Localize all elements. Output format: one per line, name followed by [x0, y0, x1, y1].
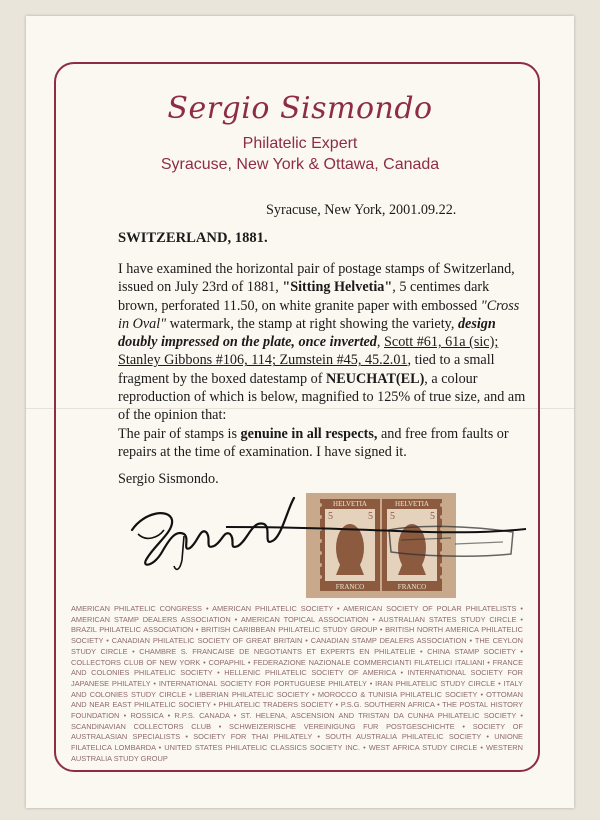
certificate	[26, 16, 574, 808]
signer-name: Sergio Sismondo.	[118, 471, 219, 487]
stamp-value: 5	[368, 511, 373, 522]
certificate-heading: SWITZERLAND, 1881.	[118, 230, 268, 246]
stamp-label-bottom: FRANCO	[335, 583, 365, 591]
genuine-verdict: genuine in all respects,	[240, 426, 378, 442]
stamp-name: "Sitting Helvetia"	[282, 279, 393, 296]
signature-stroke	[226, 521, 526, 541]
society-memberships: AMERICAN PHILATELIC CONGRESS • AMERICAN PHILATELIC SOCIETY • AMERICAN SOCIETY OF POLAR PHILATELISTS • AMERICAN STAMP DEALERS ASSOCIATION • AMERICAN TOPICAL ASSOCIATION • AUSTRALIAN STATES STUDY CIRCLE • BRAZIL PHILATELIC ASSOCIATION • BRITISH CARIBBEAN PHILATELIC STUDY GROUP • BRITISH NORTH AMERICA PHILATELIC SOCIETY • CANADIAN PHILATELIC SOCIETY OF GREAT BRITAIN • CANADIAN STAMP DEALERS ASSOCIATION • THE CEYLON STUDY CIRCLE • CHAMBRE S. FRANCAISE DE NEGOTIANTS ET EXPERTS EN PHILATELIE • CHINA STAMP SOCIETY • COLLECTORS CLUB OF NEW YORK • COPAPHIL • FEDERAZIONE NAZIONALE COMMERCIANTI FILATELICI ITALIANI • FRANCE AND COLONIES PHILATELIC SOCIETY • HELLENIC PHILATELIC SOCIETY OF AMERICA • INTERNATIONAL SOCIETY FOR JAPANESE PHILATELY • INTERNATIONAL SOCIETY FOR PORTUGUESE PHILATELY • IRAN PHILATELIC STUDY CIRCLE • ITALY AND COLONIES STUDY CIRCLE • LIBERIAN PHILATELIC SOCIETY • MOROCCO & TUNISIA PHILATELIC SOCIETY • OTTOMAN AND NEAR EAST PHILATELIC SOCIETY • PHILATELIC TRADERS SOCIETY • P.S.G. SOUTHERN AFRICA • THE POSTAL HISTORY FOUNDATION • ROSSICA • R.P.S. CANADA • ST. HELENA, ASCENSION AND TRISTAN DA CUNHA PHILATELIC SOCIETY • SCANDINAVIAN COLLECTORS CLUB • SCHWEIZERISCHE VEREINIGUNG FUR POSTGESCHICHTE • SOCIETY OF AUSTRALASIAN SPECIALISTS • SOCIETY FOR THAI PHILATELY • SOUTH AUSTRALIA PHILATELIC SOCIETY • UNIONE FILATELICA LOMBARDA • UNITED STATES PHILATELIC CLASSICS SOCIETY INC. • WEST AFRICA STUDY CIRCLE • WESTERN AUSTRALIA STUDY GROUP	[71, 604, 523, 763]
body-text: , a colour reproduction of which is below, magnified to 125% of true size, and am of the opinion that:	[118, 370, 526, 424]
watermark-name: "Cross in Oval"	[118, 297, 520, 332]
expert-name: Sergio Sismondo	[167, 91, 433, 126]
opinion-statement	[118, 425, 528, 462]
opinion-text: and free from faults or repairs at the time of examination. I have signed it.	[118, 426, 509, 461]
expert-address: Syracuse, New York & Ottawa, Canada	[160, 156, 440, 173]
stamp-value: 5	[328, 511, 333, 522]
stamp-label-top: HELVETIA	[395, 500, 429, 508]
variety-description: design doubly impressed on the plate, once inverted	[118, 315, 496, 351]
dateline: Syracuse, New York, 2001.09.22.	[266, 202, 457, 218]
body-text: watermark, the stamp at right showing the variety,	[166, 315, 458, 332]
body-text: I have examined the horizontal pair of postage stamps of Switzerland, issued on July 23rd of 1881,	[118, 261, 515, 296]
body-text: , tied to a small fragment by the boxed datestamp of	[118, 352, 495, 387]
stamp-value: 5	[390, 511, 395, 522]
expert-title: Philatelic Expert	[242, 135, 358, 152]
stamp-label-top: HELVETIA	[333, 500, 367, 508]
opinion-text: The pair of stamps is	[118, 426, 241, 442]
certificate-body	[118, 260, 528, 425]
body-text: , 5 centimes dark brown, perforated 11.50, on white granite paper with embossed	[118, 279, 490, 314]
catalogue-numbers: Scott #61, 61a (sic); Stanley Gibbons #106, 114; Zumstein #45, 45.2.01	[118, 334, 499, 369]
stamp-label-bottom: FRANCO	[397, 583, 427, 591]
body-text: ,	[376, 334, 384, 351]
datestamp-name: NEUCHAT(EL)	[326, 370, 425, 387]
stamp-value: 5	[430, 511, 435, 522]
